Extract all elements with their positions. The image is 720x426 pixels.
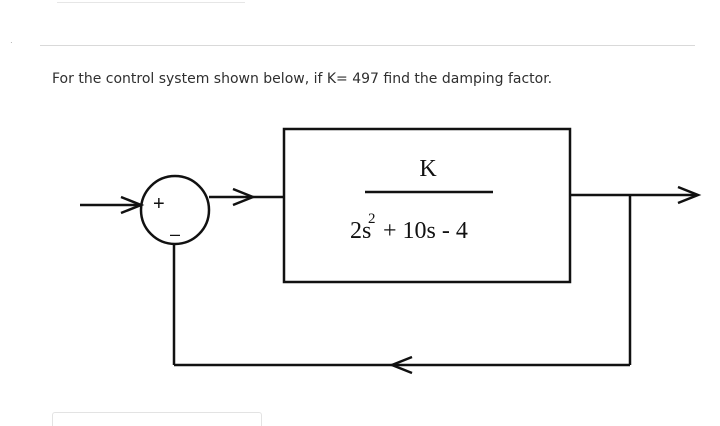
tf-denominator-exponent: 2 (368, 211, 376, 227)
tf-numerator: K (419, 156, 437, 182)
tf-denominator-rest: + 10s - 4 (383, 218, 468, 244)
tf-denominator-term1: 2s (350, 218, 372, 244)
left-margin-mark: · (10, 38, 13, 47)
answer-field-edge[interactable] (52, 412, 262, 426)
question-text: For the control system shown below, if K= 497 find the damping factor. (52, 71, 553, 87)
summing-minus-sign: – (170, 224, 181, 244)
summing-plus-sign: + (153, 193, 165, 215)
transfer-function-block (284, 129, 570, 282)
